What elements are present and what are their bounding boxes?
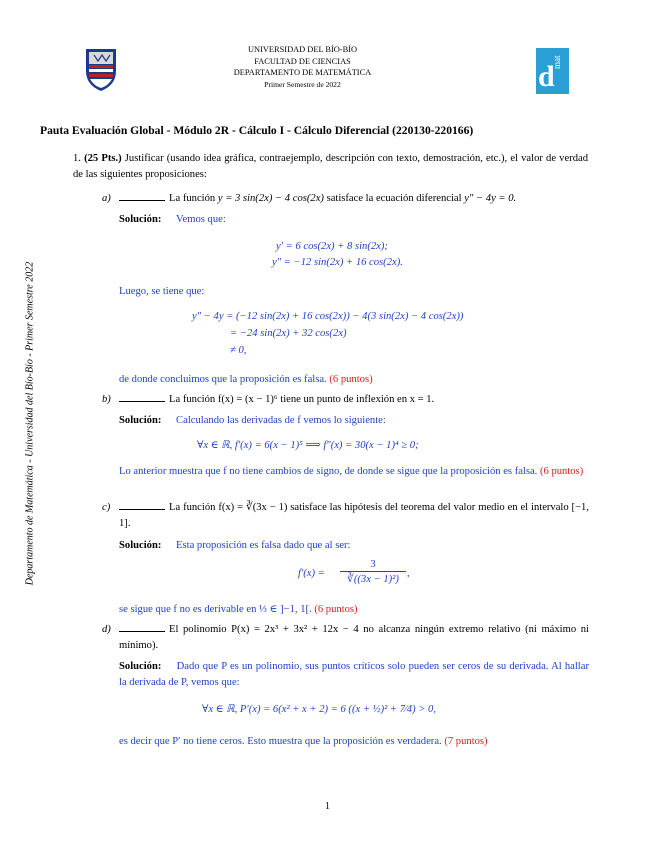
item-b-proposition: La función f(x) = (x − 1)⁶ tiene un punto de inflexión en x = 1. [119, 392, 594, 408]
item-b-solution-line [119, 413, 386, 429]
question-number: 1. [73, 153, 81, 164]
solution-label: Solución: [119, 540, 162, 551]
points-a: (6 puntos) [329, 374, 373, 385]
item-c-solution-line [119, 538, 351, 554]
svg-text:mat: mat [552, 55, 562, 69]
eq-c-denominator: ∛((3x − 1)²) [347, 574, 399, 585]
question-1 [73, 151, 588, 183]
department-name: DEPARTAMENTO DE MATEMÁTICA [233, 68, 372, 77]
page-number: 1 [325, 801, 330, 812]
faculty-name: FACULTAD DE CIENCIAS [254, 56, 351, 66]
eq-b: ∀x ∈ ℝ, f′(x) = 6(x − 1)⁵ ⟹ f″(x) = 30(x − 1)⁴ ≥ 0; [197, 440, 419, 451]
solution-label: Solución: [119, 661, 162, 672]
item-d-label: d) [102, 624, 111, 635]
item-d-conclusion: es decir que P′ no tiene ceros. Esto muestra que la proposición es verdadera. (7 puntos) [119, 736, 488, 747]
eq-c-fraction [340, 559, 406, 585]
answer-blank-a[interactable] [119, 191, 165, 201]
university-name: UNIVERSIDAD DEL BÍO-BÍO [247, 45, 358, 54]
solution-intro: Vemos que: [176, 214, 226, 225]
dmat-logo [536, 48, 569, 94]
solution-intro: Esta proposición es falsa dado que al ser: [176, 540, 351, 551]
eq-c-numerator: 3 [340, 559, 406, 572]
solution-label: Solución: [119, 214, 162, 225]
item-a-label: a) [102, 193, 111, 204]
solution-label: Solución: [119, 415, 162, 426]
item-a-proposition: La función y = 3 sin(2x) − 4 cos(2x) satisface la ecuación diferencial y″ − 4y = 0. [119, 191, 594, 207]
item-a-then: Luego, se tiene que: [119, 286, 205, 297]
eq-a-1: y′ = 6 cos(2x) + 8 sin(2x); [276, 241, 388, 252]
question-statement: Justificar (usando idea gráfica, contraejemplo, descripción con texto, demostración, etc.), el valor de verdad de las siguientes proposiciones: [73, 153, 588, 180]
points-c: (6 puntos) [314, 604, 358, 615]
item-d-proposition: El polinomio P(x) = 2x³ + 3x² + 12x − 4 no alcanza ningún extremo relativo (ni máximo ni mínimo). [119, 624, 589, 651]
answer-blank-b[interactable] [119, 392, 165, 402]
points-d: (7 puntos) [444, 736, 488, 747]
item-c-label: c) [102, 502, 111, 513]
header-block [180, 44, 425, 90]
answer-blank-d[interactable] [119, 622, 165, 632]
eq-a-4: = −24 sin(2x) + 32 cos(2x) [230, 328, 347, 339]
eq-a-2: y″ = −12 sin(2x) + 16 cos(2x). [272, 257, 403, 268]
page-title: Pauta Evaluación Global - Módulo 2R - Cálculo I - Cálculo Diferencial (220130-220166) [40, 124, 474, 137]
item-c-conclusion: se sigue que f no es derivable en ⅓ ∈ ]−1, 1[. (6 puntos) [119, 604, 358, 615]
item-b-conclusion: Lo anterior muestra que f no tiene cambios de signo, de donde se sigue que la proposición es falsa. (6 puntos) [119, 466, 584, 477]
eq-c-end: , [407, 568, 410, 579]
answer-blank-c[interactable] [119, 500, 165, 510]
svg-text:d: d [538, 60, 555, 93]
item-c-proposition: La función f(x) = ∛(3x − 1) satisface las hipótesis del teorema del valor medio en el intervalo [−1, 1]. [119, 502, 589, 529]
item-a-solution-line [119, 212, 226, 228]
eq-a-3: y″ − 4y = (−12 sin(2x) + 16 cos(2x)) − 4(3 sin(2x) − 4 cos(2x)) [192, 311, 464, 322]
item-a-conclusion: de donde concluimos que la proposición es falsa. (6 puntos) [119, 374, 373, 385]
eq-d: ∀x ∈ ℝ, P′(x) = 6(x² + x + 2) = 6 ((x + ½)² + 7⁄4) > 0, [202, 704, 437, 715]
item-b-label: b) [102, 394, 111, 405]
item-d-solution [119, 659, 589, 691]
sidebar-text: Departamento de Matemática - Universidad del Bío-Bío - Primer Semestre 2022 [24, 261, 36, 586]
solution-text: Dado que P es un polinomio, sus puntos críticos solo pueden ser ceros de su derivada. Al hallar la derivada de P, vemos que: [119, 661, 589, 688]
points-b: (6 puntos) [539, 466, 584, 477]
semester: Primer Semestre de 2022 [264, 79, 341, 89]
eq-a-5: ≠ 0, [230, 345, 247, 356]
eq-c-lhs: f′(x) = [298, 568, 325, 579]
university-shield-logo [84, 47, 118, 93]
question-points: (25 Pts.) [84, 153, 122, 164]
solution-intro: Calculando las derivadas de f vemos lo siguiente: [176, 415, 386, 426]
